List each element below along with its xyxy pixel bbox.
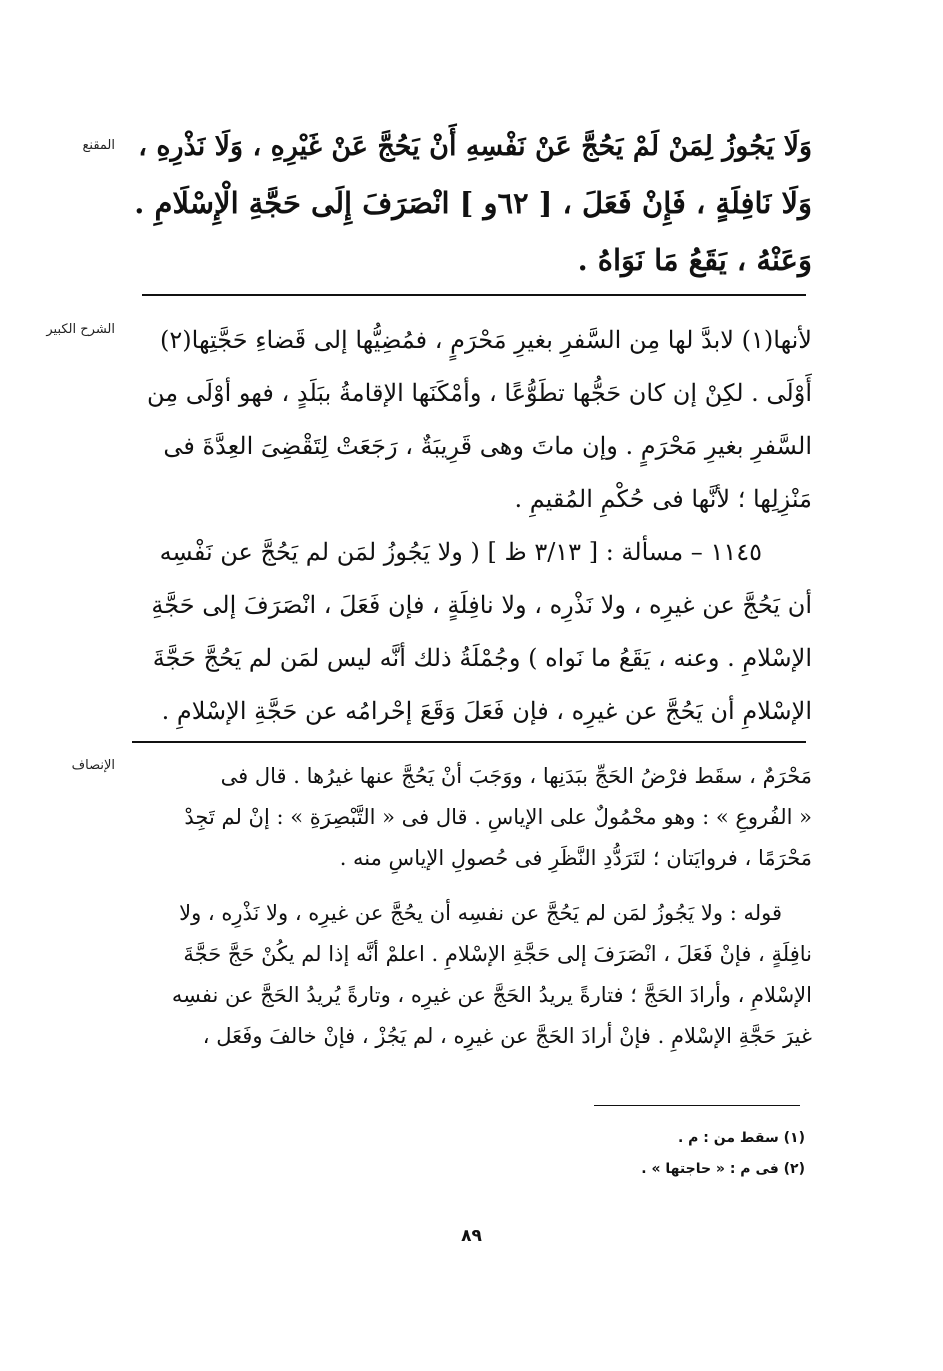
insaf-text — [132, 756, 812, 1057]
footnote-divider — [594, 1105, 800, 1106]
section-divider — [132, 741, 806, 743]
muqni-line: وَلَا نَافِلَةٍ ، فَإِنْ فَعَلَ ، [ ٦٢و ] انْصَرَفَ إِلَى حَجَّةِ الْإِسْلَامِ . — [134, 186, 812, 220]
insaf-line: مَحْرَمًا ، فروايَتان ؛ لتَرَدُّدِ النَّظَرِ فى حُصولِ الإياسِ منه . — [339, 846, 812, 870]
insaf-line: « الفُروعِ » : وهو محْمُولٌ على الإياسِ . قال فى « التَّبْصِرَةِ » : إنْ لم تَجِدْ — [184, 805, 812, 829]
insaf-line: غيرَ حَجَّةِ الإسْلامِ . فإنْ أرادَ الحَجَّ عن غيرِه ، لم يَجُزْ ، فإنْ خالفَ وفَعَل ، — [202, 1024, 812, 1048]
footnote: (١) سقط من : م . — [677, 1130, 805, 1146]
muqni-line: وَلَا يَجُوزُ لِمَنْ لَمْ يَحُجَّ عَنْ نَفْسِهِ أَنْ يَحُجَّ عَنْ غَيْرِهِ ، وَلَا نَذْرِهِ ، — [138, 131, 812, 162]
muqni-label: المقنع — [82, 138, 115, 153]
section-divider — [142, 294, 806, 296]
muqni-text — [132, 118, 812, 289]
sharh-line: الإسْلامِ أن يَحُجَّ عن غيرِه ، فإن فَعَلَ وَقَعَ إحْرامُه عن حَجَّةِ الإسْلامِ . — [161, 697, 812, 725]
sharh-line: الإسْلامِ . وعنه ، يَقَعُ ما نَواه ) وجُمْلَةُ ذلك أنَّه ليس لمَن لم يَحُجَّ حَجَّةَ — [152, 644, 812, 672]
insaf-line: قوله : ولا يَجُوزُ لمَن لم يَحُجَّ عن نفسِه أن يحُجَّ عن غيرِه ، ولا نَذْرِه ، ولا — [179, 901, 782, 925]
sharh-line: مَنْزِلِها ؛ لأنَّها فى حُكْمِ المُقيمِ . — [514, 485, 812, 513]
sharh-line: السَّفرِ بغيرِ مَحْرَمٍ . وإن ماتَ وهى قَرِيبَةٌ ، رَجَعَتْ لِتَقْضِىَ العِدَّةَ فى — [163, 432, 812, 460]
sharh-line: لأنها(١) لابدَّ لها مِن السَّفرِ بغيرِ مَحْرَمٍ ، فمُضِيُّها إلى قَضاءِ حَجَّتِها(٢) — [160, 326, 812, 354]
sharh-line: ١١٤٥ – مسألة : [ ٣/١٣ ظ ] ( ولا يَجُوزُ لمَن لم يَحُجَّ عن نَفْسِه — [159, 538, 762, 566]
sharh-line: أَوْلَى . لكِنْ إن كان حَجُّها تطَوُّعًا ، وأمْكَنَها الإقامةُ ببَلَدٍ ، فهو أوْلَى مِن — [146, 379, 812, 407]
sharh-line: أن يَحُجَّ عن غيرِه ، ولا نَذْرِه ، ولا نافِلَةٍ ، فإن فَعَلَ ، انْصَرَفَ إلى حَجَّةِ — [151, 591, 812, 619]
insaf-line: مَحْرَمٌ ، سقَط فرْضُ الحَجِّ ببَدَنِها ، ووَجَبَ أنْ يَحُجَّ عنها غيرُها . قال فى — [220, 764, 812, 788]
page-number: ٨٩ — [461, 1226, 482, 1246]
sharh-label: الشرح الكبير — [46, 322, 115, 337]
footnote: (٢) فى م : « حاجتها » . — [641, 1161, 805, 1177]
muqni-line: وَعَنْهُ ، يَقَعُ مَا نَوَاهُ . — [577, 243, 812, 277]
sharh-text — [132, 314, 812, 738]
insaf-line: نافِلَةٍ ، فإنْ فَعَلَ ، انْصَرَفَ إلى حَجَّةِ الإسْلامِ . اعلمْ أنَّه إذا لم يكُنْ حَجَّ حَجَّةَ — [183, 942, 812, 966]
insaf-line: الإسْلامِ ، وأرادَ الحَجَّ ؛ فتارةً يريدُ الحَجَّ عن غيرِه ، وتارةً يُريدُ الحَجَّ عن نفسِه — [171, 983, 812, 1007]
insaf-label: الإنصاف — [71, 758, 115, 773]
